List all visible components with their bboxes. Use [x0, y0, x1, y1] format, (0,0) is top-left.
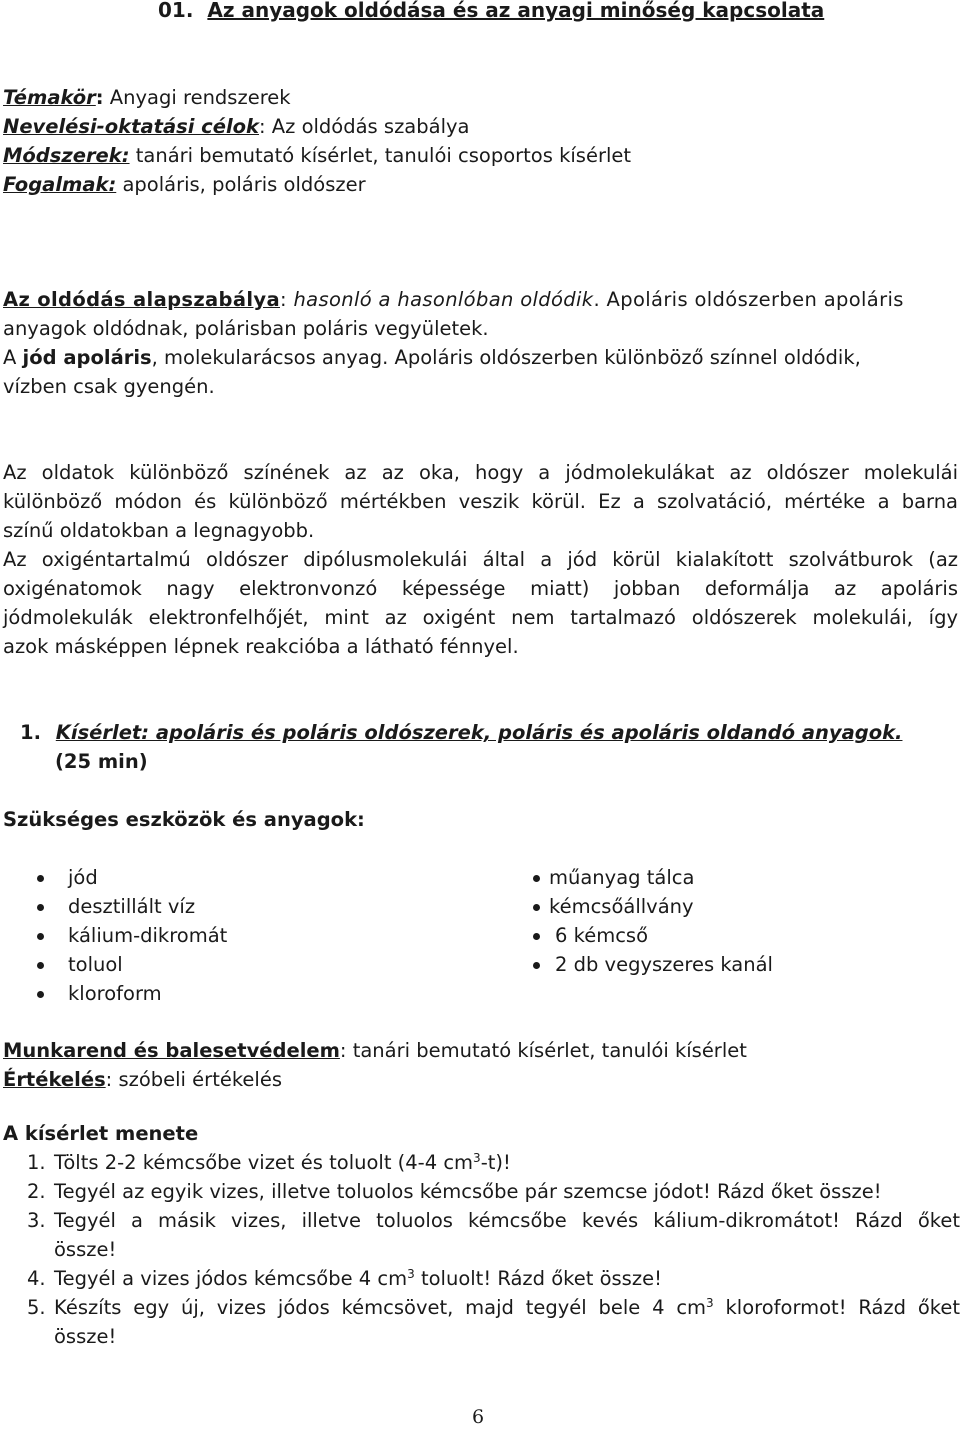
temakor-value: Anyagi rendszerek — [109, 86, 291, 109]
step-text: Tegyél a másik vizes, illetve toluolos kémcsőbe kevés kálium-dikromátot! Rázd őket össze! — [54, 1209, 960, 1261]
step-text: Készíts egy új, vizes jódos kémcsövet, majd tegyél bele 4 cm — [54, 1296, 707, 1319]
intro-line3-rest: , molekularácsos anyag. Apoláris oldószerben különböző színnel oldódik, — [151, 346, 861, 369]
procedure-step — [27, 1264, 960, 1293]
step-text: Tegyél az egyik vizes, illetve toluolos kémcsőbe pár szemcse jódot! Rázd őket össze! — [54, 1180, 882, 1203]
title-number: 01. — [158, 0, 194, 22]
title-text: Az anyagok oldódása és az anyagi minőség kapcsolata — [207, 0, 825, 22]
step-text-tail: kloroformot! Rázd őket össze! — [54, 1296, 960, 1348]
temakor-label: Témakör — [3, 86, 96, 109]
bullet-icon — [37, 875, 44, 882]
step-text-tail: toluolt! Rázd őket össze! — [414, 1267, 662, 1290]
procedure-step — [27, 1148, 960, 1177]
bullet-icon — [37, 904, 44, 911]
bullet-icon — [533, 933, 540, 940]
bullet-icon — [533, 962, 540, 969]
munkarend-label: Munkarend és balesetvédelem — [3, 1039, 340, 1062]
experiment-heading — [20, 718, 902, 747]
intro-line3-bold: jód apoláris — [22, 346, 152, 369]
step-sup: 3 — [407, 1267, 415, 1281]
para1-line-3: színű oldatokban a legnagyobb. — [3, 519, 315, 542]
list-item: kémcsőállvány — [549, 895, 694, 918]
bullet-icon — [37, 933, 44, 940]
step-text: Tölts 2-2 kémcsőbe vizet és toluolt (4-4 cm — [54, 1151, 474, 1174]
step-text: Tegyél a vizes jódos kémcsőbe 4 cm — [54, 1267, 408, 1290]
rule-italic: hasonló a hasonlóban oldódik — [293, 288, 594, 311]
fogalmak-label: Fogalmak: — [3, 173, 117, 196]
bullet-icon — [533, 904, 540, 911]
materials-heading: Szükséges eszközök és anyagok: — [3, 808, 365, 831]
bullet-icon — [37, 991, 44, 998]
list-item: 6 kémcső — [555, 924, 649, 947]
list-item: kloroform — [68, 982, 162, 1005]
procedure-step — [27, 1206, 960, 1264]
para2-line-2: oxigénatomok nagy elektronvonzó képessége miatt) jobban deformálja az apoláris — [3, 577, 958, 600]
meta-celok: Nevelési-oktatási célok: Az oldódás szabálya — [3, 115, 470, 138]
procedure-step — [27, 1177, 960, 1206]
list-item: műanyag tálca — [549, 866, 695, 889]
step-sup: 3 — [473, 1151, 481, 1165]
bullet-icon — [37, 962, 44, 969]
intro-line-2: anyagok oldódnak, polárisban poláris vegyületek. — [3, 317, 489, 340]
intro-line3-pre: A — [3, 346, 23, 369]
step-text-tail: -t)! — [480, 1151, 511, 1174]
meta-temakor: Témakör: Anyagi rendszerek — [3, 86, 291, 109]
step-number: 1. — [27, 1151, 46, 1174]
experiment-number: 1. — [20, 721, 41, 744]
ertekeles-value: : szóbeli értékelés — [105, 1068, 283, 1091]
experiment-title: Kísérlet: apoláris és poláris oldószerek, poláris és apoláris oldandó anyagok. — [55, 721, 903, 744]
procedure-step — [27, 1293, 960, 1351]
meta-fogalmak — [3, 170, 366, 199]
list-item: 2 db vegyszeres kanál — [555, 953, 773, 976]
list-item: desztillált víz — [68, 895, 196, 918]
para1-line-1: Az oldatok különböző színének az az oka, hogy a jódmolekulákat az oldószer molekulái — [3, 461, 958, 484]
intro-line-3 — [3, 343, 861, 372]
munkarend-line — [3, 1036, 747, 1065]
rule-label: Az oldódás alapszabálya — [3, 288, 280, 311]
step-number: 4. — [27, 1267, 46, 1290]
para2-line-1: Az oxigéntartalmú oldószer dipólusmolekulái által a jód körül kialakított szolvátburok (az — [3, 548, 958, 571]
page-title — [158, 0, 824, 25]
celok-value: Az oldódás szabálya — [271, 115, 470, 138]
intro-line-4: vízben csak gyengén. — [3, 375, 215, 398]
modszerek-value: tanári bemutató kísérlet, tanulói csoportos kísérlet — [135, 144, 632, 167]
fogalmak-value: apoláris, poláris oldószer — [122, 173, 366, 196]
para1-line-2: különböző módon és különböző mértékben veszik körül. Ez a szolvatáció, mértéke a barna — [3, 490, 958, 513]
list-item: kálium-dikromát — [68, 924, 228, 947]
intro-rule-line: Az oldódás alapszabálya: hasonló a hasonlóban oldódik. Apoláris oldószerben apoláris — [3, 288, 904, 311]
step-sup: 3 — [706, 1296, 714, 1310]
experiment-duration: (25 min) — [55, 750, 148, 773]
celok-label: Nevelési-oktatási célok — [3, 115, 260, 138]
munkarend-value: : tanári bemutató kísérlet, tanulói kísérlet — [339, 1039, 747, 1062]
step-number: 5. — [27, 1296, 46, 1319]
bullet-icon — [533, 875, 540, 882]
step-number: 2. — [27, 1180, 46, 1203]
para2-line-4: azok másképpen lépnek reakcióba a látható fénnyel. — [3, 635, 519, 658]
meta-modszerek — [3, 141, 631, 170]
procedure-heading: A kísérlet menete — [3, 1122, 199, 1145]
rule-rest: . Apoláris oldószerben apoláris — [593, 288, 904, 311]
list-item: jód — [68, 866, 98, 889]
step-number: 3. — [27, 1209, 46, 1232]
modszerek-label: Módszerek: — [3, 144, 130, 167]
list-item: toluol — [68, 953, 123, 976]
ertekeles-label: Értékelés — [3, 1068, 106, 1091]
ertekeles-line — [3, 1065, 282, 1094]
page-number: 6 — [472, 1406, 485, 1428]
para2-line-3: jódmolekulák elektronfelhőjét, mint az oxigént nem tartalmazó oldószerek molekulái, így — [3, 606, 958, 629]
